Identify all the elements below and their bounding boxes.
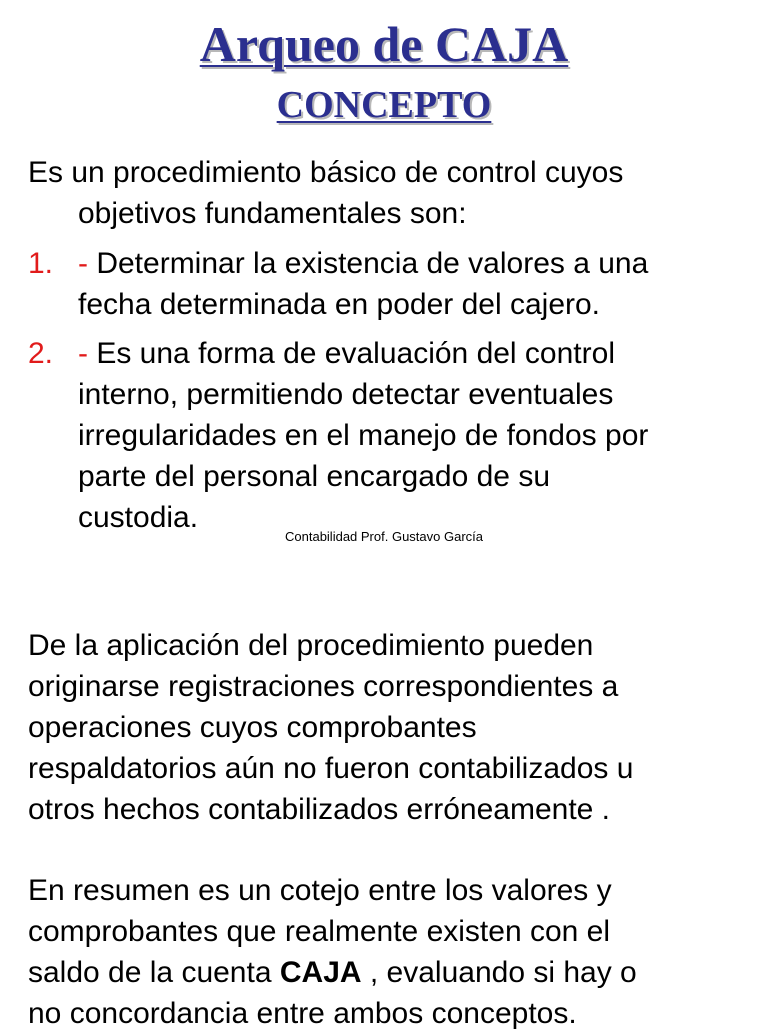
paragraph-line: De la aplicación del procedimiento pueden bbox=[28, 629, 594, 662]
paragraph-line: operaciones cuyos comprobantes bbox=[28, 711, 477, 744]
paragraph-text: , evaluando si hay o bbox=[361, 956, 637, 989]
intro-line-1: Es un procedimiento básico de control cuyos bbox=[28, 156, 624, 189]
page-title: Arqueo de CAJA bbox=[199, 16, 569, 72]
page-subtitle: CONCEPTO bbox=[276, 84, 492, 126]
list-item-line-2: interno, permitiendo detectar eventuales bbox=[78, 378, 614, 411]
paragraph-line: originarse registraciones correspondientes a bbox=[28, 670, 619, 703]
list-item-line-5: custodia. bbox=[78, 501, 199, 534]
list-item-line-2: fecha determinada en poder del cajero. bbox=[78, 288, 601, 321]
paragraph-text: saldo de la cuenta bbox=[28, 956, 280, 989]
list-number: 2. bbox=[28, 337, 54, 370]
list-item-text: Determinar la existencia de valores a una bbox=[88, 247, 649, 280]
paragraph-line: En resumen es un cotejo entre los valores y bbox=[28, 874, 612, 907]
list-dash: - bbox=[78, 247, 88, 280]
paragraph-line: comprobantes que realmente existen con el bbox=[28, 915, 611, 948]
list-dash: - bbox=[78, 337, 88, 370]
paragraph-line bbox=[28, 952, 637, 993]
footer-credit: Contabilidad Prof. Gustavo García bbox=[285, 529, 483, 544]
paragraph-line: otros hechos contabilizados erróneamente . bbox=[28, 793, 611, 826]
list-item-line-1 bbox=[78, 243, 648, 284]
list-item-text: Es una forma de evaluación del control bbox=[88, 337, 615, 370]
list-item-line-1 bbox=[78, 333, 615, 374]
paragraph-line: respaldatorios aún no fueron contabilizados u bbox=[28, 752, 634, 785]
list-item-line-3: irregularidades en el manejo de fondos por bbox=[78, 419, 649, 452]
list-number: 1. bbox=[28, 247, 54, 280]
list-item-line-4: parte del personal encargado de su bbox=[78, 460, 551, 493]
caja-emphasis: CAJA bbox=[279, 956, 362, 989]
intro-line-2: objetivos fundamentales son: bbox=[78, 197, 467, 230]
paragraph-line: no concordancia entre ambos conceptos. bbox=[28, 997, 577, 1030]
